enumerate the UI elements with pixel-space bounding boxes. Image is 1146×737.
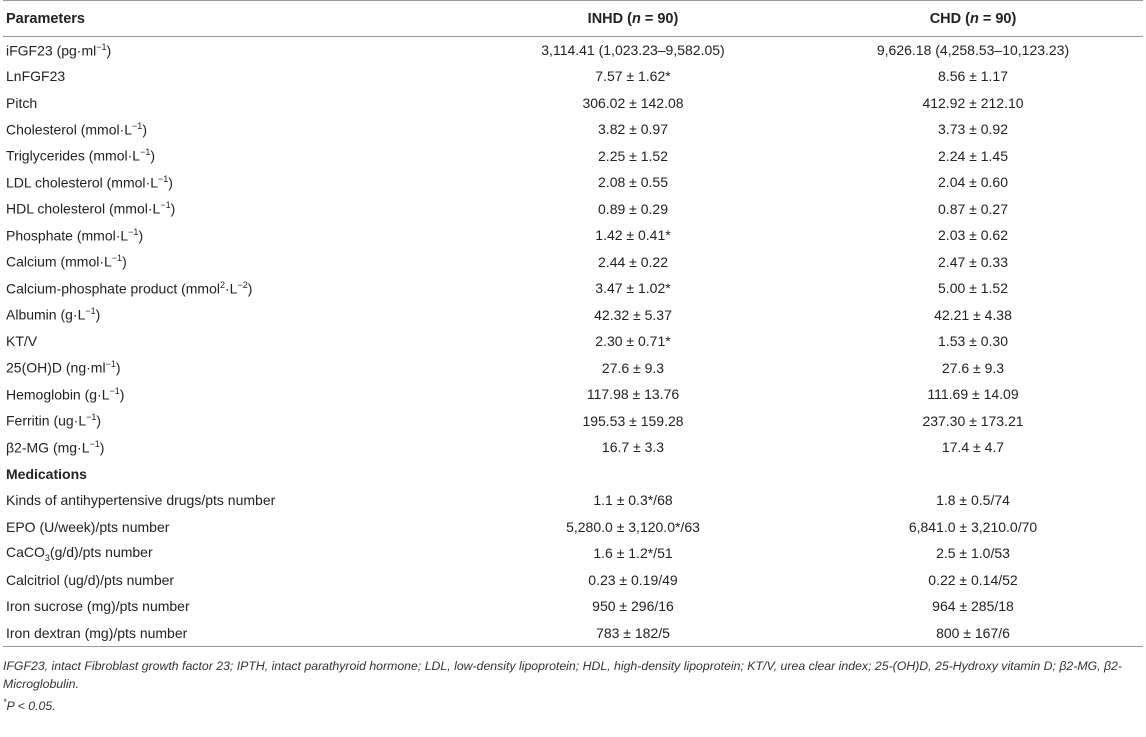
table-row [3,275,1143,302]
inhd-value: 16.7 ± 3.3 [601,439,665,456]
inhd-value: 2.25 ± 1.52 [598,147,668,164]
parameter-label [3,275,463,302]
inhd-value: 2.44 ± 0.22 [598,253,668,270]
label-pre: Calcitriol (ug/d)/pts number [6,571,175,588]
table-row [3,593,1143,620]
label-pre: Iron dextran (mg)/pts number [6,624,188,641]
inhd-value: 783 ± 182/5 [596,624,670,641]
chd-value: 2.5 ± 1.0/53 [936,545,1010,562]
label-post: ) [119,386,125,403]
label-sup: −1 [109,385,120,396]
label-pre: LDL cholesterol (mmol·L [6,174,158,191]
chd-value: 0.87 ± 0.27 [938,200,1008,217]
parameter-label [3,620,463,647]
data-table [3,0,1143,647]
label-pre: Phosphate (mmol·L [6,227,129,244]
chd-value: 42.21 ± 4.38 [934,306,1012,323]
parameter-label [3,514,463,541]
table-row [3,249,1143,276]
parameter-label [3,90,463,117]
label-post: ) [170,201,176,218]
parameter-label [3,381,463,408]
chd-value: 5.00 ± 1.52 [938,280,1008,297]
footnote-star: * [3,696,7,707]
inhd-value: 3.82 ± 0.97 [598,121,668,138]
label-post: ) [138,227,144,244]
label-pre: Albumin (g·L [6,307,86,324]
chd-value: 2.47 ± 0.33 [938,253,1008,270]
table-row [3,63,1143,90]
label-pre: KT/V [6,333,38,350]
table-row [3,540,1143,567]
label-pre: LnFGF23 [6,68,66,85]
table-row [3,222,1143,249]
label-sup: −1 [85,306,96,317]
inhd-value: 3,114.41 (1,023.23–9,582.05) [541,42,725,58]
label-pre: 25(OH)D (ng·ml [6,360,106,377]
table-row [3,302,1143,329]
parameter-label [3,116,463,143]
chd-value: 9,626.18 (4,258.53–10,123.23) [876,42,1070,58]
inhd-value: 1.1 ± 0.3*/68 [593,492,673,509]
table-row [3,355,1143,382]
label-sup: −1 [132,120,143,131]
parameter-label [3,249,463,276]
label-pre: Triglycerides (mmol·L [6,148,141,165]
parameter-label [3,487,463,514]
parameter-label [3,143,463,170]
table-row [3,196,1143,223]
header-row [3,1,1143,37]
label-post: ) [142,121,147,138]
label-post: ) [99,439,105,456]
inhd-value: 1.6 ± 1.2*/51 [593,545,673,562]
label-post: ) [150,148,155,165]
label-pre: CaCO [6,543,45,560]
chd-value: 800 ± 167/6 [936,624,1010,641]
parameter-label [3,37,463,64]
chd-value: 17.4 ± 4.7 [941,439,1005,456]
parameter-label [3,328,463,355]
label-pre: Calcium-phosphate product (mmol [6,280,220,297]
chd-value: 111.69 ± 14.09 [927,386,1019,403]
table-footnote [3,657,1133,715]
table-row [3,514,1143,541]
label-sup: −1 [157,173,169,184]
label-pre: Cholesterol (mmol·L [6,121,133,138]
chd-value: 237.30 ± 173.21 [922,412,1024,429]
table-row [3,434,1143,461]
inhd-value: 0.23 ± 0.19/49 [588,571,678,588]
section-row [3,461,1143,488]
parameter-label [3,196,463,223]
label-sup: −1 [89,438,100,449]
chd-value: 0.22 ± 0.14/52 [928,571,1018,588]
label-pre: Calcium (mmol·L [6,254,112,271]
table-row [3,143,1143,170]
label-pre: iFGF23 (pg·ml [6,42,97,59]
label-pre: Hemoglobin (g·L [6,386,110,403]
parameter-label [3,540,463,567]
label-post: ) [96,413,102,430]
inhd-value: 2.08 ± 0.55 [598,174,668,191]
inhd-value: 0.89 ± 0.29 [598,200,668,217]
footnote-significance [3,693,1133,715]
table-row [3,116,1143,143]
label-pre: Ferritin (ug·L [6,413,87,430]
inhd-value: 2.30 ± 0.71* [595,333,671,350]
inhd-value: 27.6 ± 9.3 [601,359,665,376]
table-header [3,1,1143,37]
label-pre: Pitch [6,94,38,111]
footnote-significance-text: P < 0.05. [6,698,56,713]
table-row [3,90,1143,117]
table-row [3,567,1143,594]
header-chd-suffix: = 90) [978,10,1017,27]
table-body [3,37,1143,647]
label-post: ) [106,42,112,59]
inhd-value: 1.42 ± 0.41* [595,227,671,244]
chd-value: 27.6 ± 9.3 [941,359,1005,376]
chd-value: 6,841.0 ± 3,210.0/70 [908,518,1038,535]
label-sup: −1 [160,200,171,211]
label-pre: HDL cholesterol (mmol·L [6,201,161,218]
table-row [3,487,1143,514]
parameter-label [3,408,463,435]
label-mid: ·L [225,280,238,297]
label-sup: −1 [86,412,97,423]
parameter-label [3,302,463,329]
label-post: ) [122,254,127,271]
header-chd-n: n [969,10,979,27]
chd-value: 1.53 ± 0.30 [938,333,1008,350]
label-sup: −1 [111,253,123,264]
header-chd-prefix: CHD ( [929,10,970,27]
label-sup: −1 [96,41,107,52]
header-parameters: Parameters [6,10,85,27]
header-inhd-n: n [631,10,641,27]
inhd-value: 117.98 ± 13.76 [586,386,680,403]
label-post: ) [168,174,173,191]
header-chd [803,1,1143,37]
parameter-label [3,169,463,196]
header-inhd [463,1,803,37]
parameter-label [3,434,463,461]
label-post: ) [95,307,101,324]
chd-value: 412.92 ± 212.10 [922,94,1024,111]
parameter-label [3,355,463,382]
table-row [3,408,1143,435]
label-sup2: −2 [237,279,248,290]
label-post: ) [115,360,121,377]
label-post: (g/d)/pts number [49,543,153,560]
parameter-label [3,567,463,594]
chd-value: 8.56 ± 1.17 [938,68,1008,85]
inhd-value: 42.32 ± 5.37 [594,306,672,323]
inhd-value: 3.47 ± 1.02* [595,280,671,297]
label-sup: −1 [128,226,139,237]
inhd-value: 306.02 ± 142.08 [582,94,684,111]
table-row [3,381,1143,408]
header-inhd-suffix: = 90) [640,10,679,27]
header-inhd-prefix: INHD ( [587,10,632,27]
section-heading: Medications [6,465,87,482]
chd-value: 2.04 ± 0.60 [938,174,1008,191]
footnote-abbreviations: IFGF23, intact Fibroblast growth factor 23; IPTH, intact parathyroid hormone; LDL, low-density lipoprotein; HDL, high-density lipoprotein; KT/V, urea clear index; 25-(OH)D, 25-Hydroxy vitamin D; β2-MG, β2-Microglobulin. [3,658,1122,691]
chd-value: 964 ± 285/18 [932,598,1014,615]
parameter-label [3,63,463,90]
inhd-value: 950 ± 296/16 [592,598,674,615]
chd-value: 3.73 ± 0.92 [938,121,1008,138]
table-row [3,169,1143,196]
label-sup: −1 [105,359,116,370]
inhd-value: 7.57 ± 1.62* [595,68,671,85]
label-post: ) [247,280,253,297]
chd-value: 2.24 ± 1.45 [938,147,1008,164]
chd-value: 2.03 ± 0.62 [938,227,1008,244]
inhd-value: 195.53 ± 159.28 [582,412,684,429]
table-row [3,37,1143,64]
label-pre: EPO (U/week)/pts number [6,518,170,535]
label-sup: −1 [140,147,151,158]
label-sup: 2 [219,279,225,290]
label-pre: Iron sucrose (mg)/pts number [6,598,190,615]
inhd-value: 5,280.0 ± 3,120.0*/63 [566,518,700,535]
label-sub: 3 [44,552,50,563]
parameter-label [3,593,463,620]
label-pre: β2-MG (mg·L [6,439,90,456]
chd-value: 1.8 ± 0.5/74 [936,492,1010,509]
table-row [3,620,1143,647]
label-pre: Kinds of antihypertensive drugs/pts number [6,492,276,509]
table-row [3,328,1143,355]
parameter-label [3,222,463,249]
